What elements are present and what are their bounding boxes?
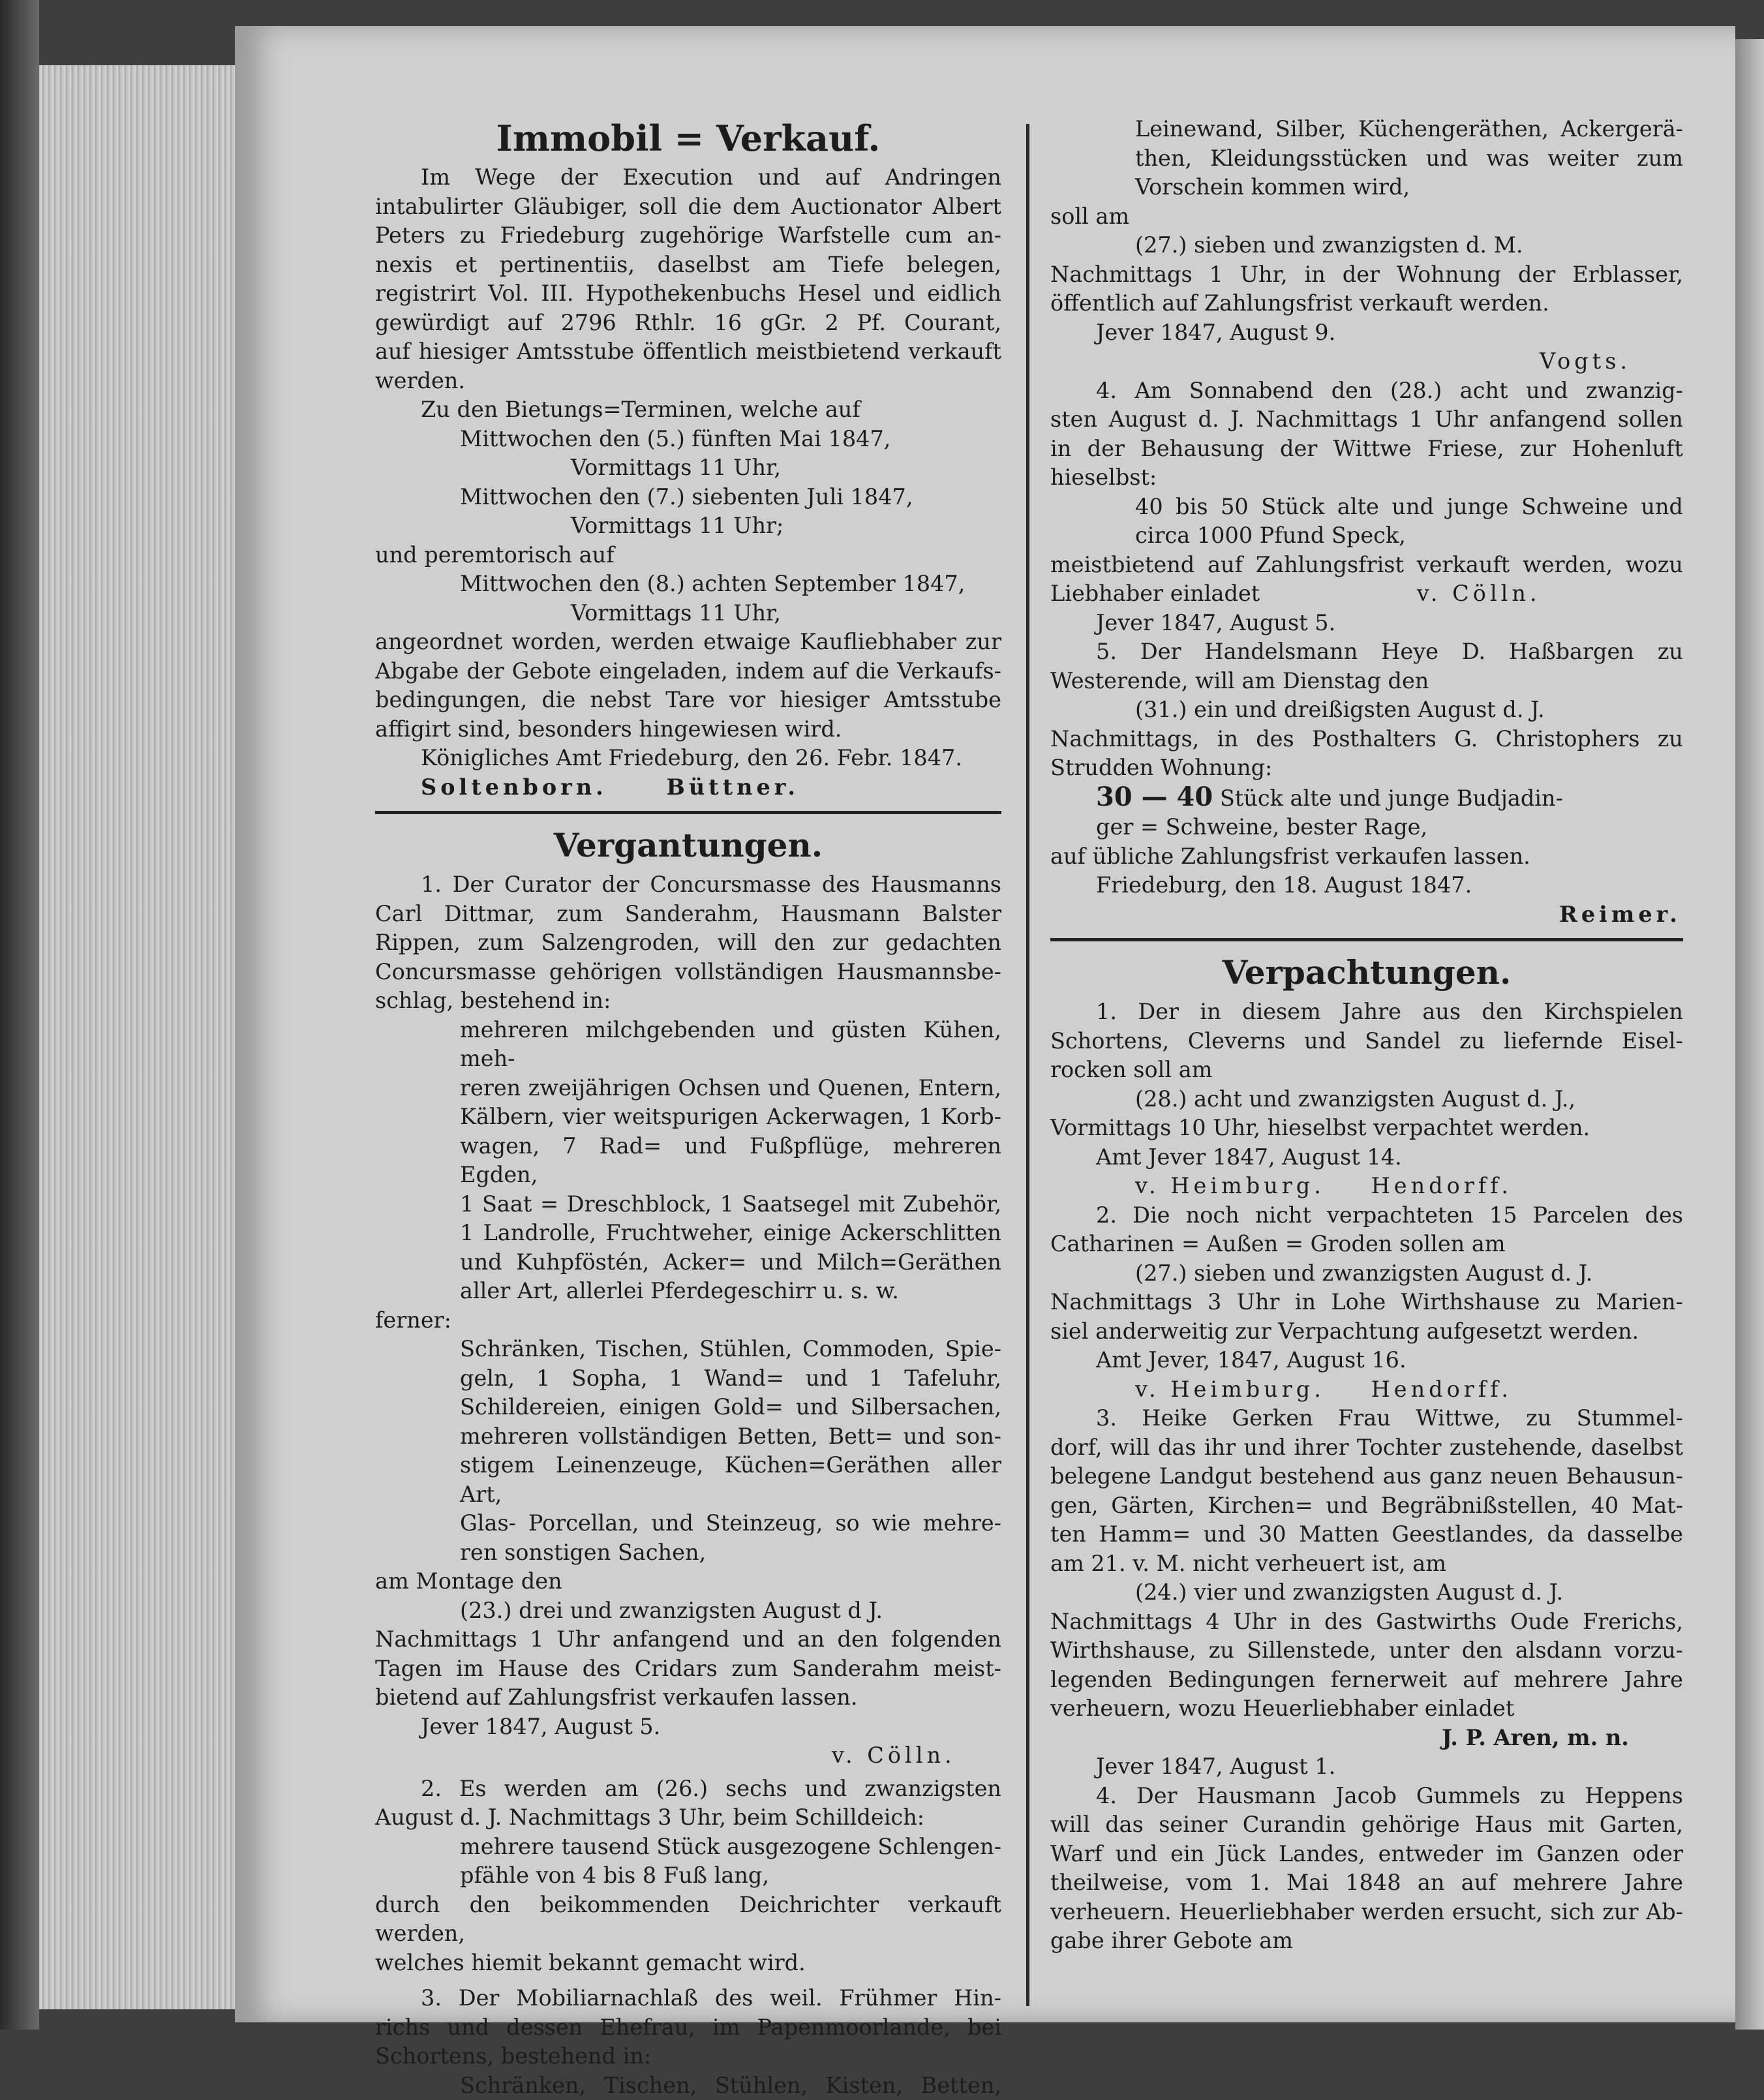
v4-signature: v. Cölln. bbox=[1417, 581, 1541, 606]
text-line: 4. Am Sonnabend den (28.) acht und zwanzig- bbox=[1050, 376, 1683, 406]
text-line: will das seiner Curandin gehörige Haus mit Garten, bbox=[1050, 1810, 1683, 1840]
text-line: Abgabe der Gebote eingeladen, indem auf die Verkaufs- bbox=[375, 657, 1001, 686]
list-line: Kälbern, vier weitspurigen Ackerwagen, 1 Korb- bbox=[460, 1103, 1001, 1132]
text-line: Catharinen = Außen = Groden sollen am bbox=[1050, 1230, 1683, 1259]
v4-liebhaber-text: Liebhaber einladet bbox=[1050, 581, 1260, 606]
text-line: schlag, bestehend in: bbox=[375, 986, 1001, 1016]
p1-closing: Vormittags 10 Uhr, hieselbst verpachtet werden. bbox=[1050, 1114, 1683, 1143]
text-line: 1. Der Curator der Concursmasse des Hausmanns bbox=[375, 870, 1001, 900]
list-line: 40 bis 50 Stück alte und junge Schweine und bbox=[1135, 493, 1683, 522]
p1-place-date: Amt Jever 1847, August 14. bbox=[1050, 1143, 1683, 1172]
text-line: Nachmittags, in des Posthalters G. Christophers zu bbox=[1050, 725, 1683, 754]
v3-item-list bbox=[375, 2071, 1001, 2100]
section-rule bbox=[375, 811, 1001, 814]
v5-item-quantity: 30 — 40 bbox=[1096, 782, 1213, 812]
text-line: Im Wege der Execution und auf Andringen bbox=[375, 163, 1001, 192]
book-spine-shadow bbox=[0, 0, 39, 2030]
v5-item-line-2: ger = Schweine, bester Rage, bbox=[1050, 813, 1683, 842]
signature-soltenborn: Soltenborn. bbox=[421, 774, 607, 800]
text-line: 5. Der Handelsmann Heye D. Haßbargen zu bbox=[1050, 637, 1683, 667]
p1-signatures bbox=[1050, 1172, 1683, 1201]
list-line: Vorschein kommen wird, bbox=[1135, 173, 1683, 202]
list-line: pfähle von 4 bis 8 Fuß lang, bbox=[460, 1861, 1001, 1891]
text-line: dorf, will das ihr und ihrer Tochter zustehende, daselbst bbox=[1050, 1433, 1683, 1463]
list-line: 1 Landrolle, Fruchtweher, einige Ackerschlitten bbox=[460, 1219, 1001, 1248]
v5-signature: Reimer. bbox=[1050, 900, 1683, 930]
immobil-signatures bbox=[375, 773, 1001, 802]
text-line: affigirt sind, besonders hingewiesen wird. bbox=[375, 715, 1001, 744]
text-line: verheuern, wozu Heuerliebhaber einladet bbox=[1050, 1694, 1683, 1724]
text-line: hieselbst: bbox=[1050, 463, 1683, 493]
list-line: reren zweijährigen Ochsen und Quenen, Entern, bbox=[460, 1074, 1001, 1103]
v1-signature: v. Cölln. bbox=[375, 1741, 1001, 1771]
text-line: Nachmittags 1 Uhr anfangend und an den folgenden bbox=[375, 1625, 1001, 1654]
text-line: bietend auf Zahlungsfrist verkaufen lassen. bbox=[375, 1683, 1001, 1712]
v5-item-text: Stück alte und junge Budjadin- bbox=[1213, 785, 1563, 811]
v5-item-line bbox=[1050, 783, 1683, 814]
v1-place-date: Jever 1847, August 5. bbox=[375, 1712, 1001, 1742]
text-line: nexis et pertinentiis, daselbst am Tiefe belegen, bbox=[375, 251, 1001, 280]
heading-verpachtungen: Verpachtungen. bbox=[1050, 953, 1683, 992]
text-line: theilweise, vom 1. Mai 1848 an auf mehrere Jahre bbox=[1050, 1868, 1683, 1898]
text-line: welches hiemit bekannt gemacht wird. bbox=[375, 1949, 1001, 1978]
v5-date: (31.) ein und dreißigsten August d. J. bbox=[1050, 695, 1683, 725]
text-line: belegene Landgut bestehend aus ganz neuen Behausun- bbox=[1050, 1462, 1683, 1491]
list-line: Leinewand, Silber, Küchengeräthen, Ackergerä- bbox=[1135, 115, 1683, 144]
text-line: 3. Heike Gerken Frau Wittwe, zu Stummel- bbox=[1050, 1404, 1683, 1433]
termin-3-time: Vormittags 11 Uhr, bbox=[375, 599, 1001, 628]
text-line: werden. bbox=[375, 367, 1001, 396]
text-line: richs und dessen Ehefrau, im Papenmoorlande, bei bbox=[375, 2013, 1001, 2043]
p3-date: (24.) vier und zwanzigsten August d. J. bbox=[1050, 1578, 1683, 1607]
v3-item-list-cont bbox=[1050, 115, 1683, 202]
text-line: Westerende, will am Dienstag den bbox=[1050, 667, 1683, 696]
v1-ferner: ferner: bbox=[375, 1306, 1001, 1335]
list-line: mehrere tausend Stück ausgezogene Schlengen- bbox=[460, 1833, 1001, 1862]
text-line: 1. Der in diesem Jahre aus den Kirchspielen bbox=[1050, 997, 1683, 1027]
v1-montag: am Montage den bbox=[375, 1567, 1001, 1596]
text-line: 3. Der Mobiliarnachlaß des weil. Frühmer Hin- bbox=[375, 1984, 1001, 2013]
list-line: aller Art, allerlei Pferdegeschirr u. s. w. bbox=[460, 1277, 1001, 1306]
text-line: verheuern. Heuerliebhaber werden ersucht, sich zur Ab- bbox=[1050, 1898, 1683, 1927]
v3-date: (27.) sieben und zwanzigsten d. M. bbox=[1050, 231, 1683, 260]
text-line: ten Hamm= und 30 Matten Geestlandes, da dasselbe bbox=[1050, 1520, 1683, 1549]
immobil-place-date: Königliches Amt Friedeburg, den 26. Febr. 1847. bbox=[375, 744, 1001, 773]
v5-closing: auf übliche Zahlungsfrist verkaufen lassen. bbox=[1050, 842, 1683, 872]
v3-place-date: Jever 1847, August 9. bbox=[1050, 318, 1683, 348]
list-line: mehreren milchgebenden und güsten Kühen, meh- bbox=[460, 1016, 1001, 1074]
signature-heimburg: v. Heimburg. bbox=[1135, 1173, 1325, 1198]
text-line: Nachmittags 3 Uhr in Lohe Wirthshause zu Marien- bbox=[1050, 1288, 1683, 1317]
text-line: Wirthshause, zu Sillenstede, unter den alsdann vorzu- bbox=[1050, 1636, 1683, 1666]
page-right-edge bbox=[1735, 39, 1764, 2030]
text-line: legenden Bedingungen fernerweit auf mehrere Jahre bbox=[1050, 1666, 1683, 1695]
text-line: gabe ihrer Gebote am bbox=[1050, 1926, 1683, 1956]
text-line: siel anderweitig zur Verpachtung aufgesetzt werden. bbox=[1050, 1317, 1683, 1347]
termin-peremtorisch: und peremtorisch auf bbox=[375, 541, 1001, 570]
text-line: intabulirter Gläubiger, soll die dem Auctionator Albert bbox=[375, 192, 1001, 222]
v3-signature: Vogts. bbox=[1050, 347, 1683, 376]
signature-buettner: Büttner. bbox=[667, 774, 800, 800]
text-line: Tagen im Hause des Cridars zum Sanderahm meist- bbox=[375, 1654, 1001, 1684]
list-line: then, Kleidungsstücken und was weiter zum bbox=[1135, 144, 1683, 174]
list-line: 1 Saat = Dreschblock, 1 Saatsegel mit Zubehör, bbox=[460, 1190, 1001, 1219]
text-line: Concursmasse gehörigen vollständigen Hausmannsbe- bbox=[375, 958, 1001, 987]
left-column bbox=[375, 117, 1001, 2100]
v5-place-date: Friedeburg, den 18. August 1847. bbox=[1050, 871, 1683, 900]
list-line: wagen, 7 Rad= und Fußpflüge, mehreren Egden, bbox=[460, 1132, 1001, 1190]
termin-1-date: Mittwochen den (5.) fünften Mai 1847, bbox=[375, 425, 1001, 454]
v2-item-list bbox=[375, 1833, 1001, 1891]
immobil-body bbox=[375, 163, 1001, 395]
termin-3-date: Mittwochen den (8.) achten September 1847, bbox=[375, 570, 1001, 599]
termin-2-time: Vormittags 11 Uhr; bbox=[375, 511, 1001, 541]
text-line: öffentlich auf Zahlungsfrist verkauft werden. bbox=[1050, 289, 1683, 318]
text-line: durch den beikommenden Deichrichter verkauft werden, bbox=[375, 1891, 1001, 1949]
v4-liebhaber-line bbox=[1050, 579, 1683, 609]
v3-soll: soll am bbox=[1050, 202, 1683, 232]
list-line: ren sonstigen Sachen, bbox=[460, 1538, 1001, 1568]
right-column bbox=[1050, 115, 1683, 1956]
text-line: bedingungen, die nebst Tare vor hiesiger Amtsstube bbox=[375, 686, 1001, 715]
heading-vergantungen: Vergantungen. bbox=[375, 826, 1001, 865]
list-line: circa 1000 Pfund Speck, bbox=[1135, 521, 1683, 551]
text-line: auf hiesiger Amtsstube öffentlich meistbietend verkauft bbox=[375, 337, 1001, 367]
v4-item-list bbox=[1050, 493, 1683, 551]
termin-1-time: Vormittags 11 Uhr, bbox=[375, 453, 1001, 483]
text-line: 2. Es werden am (26.) sechs und zwanzigsten bbox=[375, 1774, 1001, 1804]
termine-intro: Zu den Bietungs=Terminen, welche auf bbox=[375, 395, 1001, 425]
text-line: in der Behausung der Wittwe Friese, zur Hohenluft bbox=[1050, 434, 1683, 464]
text-line: rocken soll am bbox=[1050, 1056, 1683, 1085]
page-edges bbox=[39, 65, 248, 2009]
text-line: gen, Gärten, Kirchen= und Begräbnißstellen, 40 Mat- bbox=[1050, 1491, 1683, 1521]
text-line: 4. Der Hausmann Jacob Gummels zu Heppens bbox=[1050, 1782, 1683, 1811]
heading-immobil-verkauf: Immobil = Verkauf. bbox=[375, 117, 1001, 159]
text-line: gewürdigt auf 2796 Rthlr. 16 gGr. 2 Pf. Courant, bbox=[375, 309, 1001, 338]
text-line: Peters zu Friedeburg zugehörige Warfstelle cum an- bbox=[375, 221, 1001, 251]
p2-place-date: Amt Jever, 1847, August 16. bbox=[1050, 1346, 1683, 1375]
list-line: Schränken, Tischen, Stühlen, Kisten, Betten, bbox=[460, 2071, 1001, 2100]
text-line: August d. J. Nachmittags 3 Uhr, beim Schilldeich: bbox=[375, 1803, 1001, 1833]
termin-2-date: Mittwochen den (7.) siebenten Juli 1847, bbox=[375, 483, 1001, 512]
signature-hendorff: Hendorff. bbox=[1371, 1377, 1513, 1402]
list-line: Schränken, Tischen, Stühlen, Commoden, Spie- bbox=[460, 1335, 1001, 1364]
list-line: Schildereien, einigen Gold= und Silbersachen, bbox=[460, 1393, 1001, 1422]
signature-heimburg: v. Heimburg. bbox=[1135, 1377, 1325, 1402]
v1-date: (23.) drei und zwanzigsten August d J. bbox=[375, 1596, 1001, 1626]
v1-item-list bbox=[375, 1016, 1001, 1306]
text-line: registrirt Vol. III. Hypothekenbuchs Hesel und eidlich bbox=[375, 279, 1001, 309]
list-line: stigem Leinenzeuge, Küchen=Geräthen aller Art, bbox=[460, 1451, 1001, 1509]
section-rule bbox=[1050, 938, 1683, 941]
text-line: Schortens, Cleverns und Sandel zu liefernde Eisel- bbox=[1050, 1027, 1683, 1056]
text-line: angeordnet worden, werden etwaige Kaufliebhaber zur bbox=[375, 628, 1001, 657]
text-line: meistbietend auf Zahlungsfrist verkauft werden, wozu bbox=[1050, 551, 1683, 580]
list-line: geln, 1 Sopha, 1 Wand= und 1 Tafeluhr, bbox=[460, 1364, 1001, 1393]
v4-place-date: Jever 1847, August 5. bbox=[1050, 609, 1683, 638]
text-line: Carl Dittmar, zum Sanderahm, Hausmann Balster bbox=[375, 900, 1001, 929]
text-line: Nachmittags 1 Uhr, in der Wohnung der Erblasser, bbox=[1050, 260, 1683, 290]
p1-date: (28.) acht und zwanzigsten August d. J., bbox=[1050, 1085, 1683, 1114]
text-line: Rippen, zum Salzengroden, will den zur gedachten bbox=[375, 928, 1001, 958]
text-line: Warf und ein Jück Landes, entweder im Ganzen oder bbox=[1050, 1840, 1683, 1869]
text-line: Strudden Wohnung: bbox=[1050, 753, 1683, 783]
list-line: und Kuhpföstén, Acker= und Milch=Geräthen bbox=[460, 1248, 1001, 1277]
p3-signature: J. P. Aren, m. n. bbox=[1050, 1724, 1683, 1753]
text-line: Schortens, bestehend in: bbox=[375, 2042, 1001, 2071]
text-line: sten August d. J. Nachmittags 1 Uhr anfangend sollen bbox=[1050, 405, 1683, 434]
p2-signatures bbox=[1050, 1375, 1683, 1405]
v1-item-list-2 bbox=[375, 1335, 1001, 1567]
p2-date: (27.) sieben und zwanzigsten August d. J. bbox=[1050, 1259, 1683, 1288]
column-divider bbox=[1026, 124, 1029, 2006]
text-line: Nachmittags 4 Uhr in des Gastwirths Oude Frerichs, bbox=[1050, 1607, 1683, 1637]
text-line: 2. Die noch nicht verpachteten 15 Parcelen des bbox=[1050, 1201, 1683, 1230]
list-line: Glas- Porcellan, und Steinzeug, so wie mehre- bbox=[460, 1509, 1001, 1538]
list-line: mehreren vollständigen Betten, Bett= und son- bbox=[460, 1422, 1001, 1452]
p3-place-date: Jever 1847, August 1. bbox=[1050, 1752, 1683, 1782]
signature-hendorff: Hendorff. bbox=[1371, 1173, 1513, 1198]
text-line: am 21. v. M. nicht verheuert ist, am bbox=[1050, 1549, 1683, 1579]
